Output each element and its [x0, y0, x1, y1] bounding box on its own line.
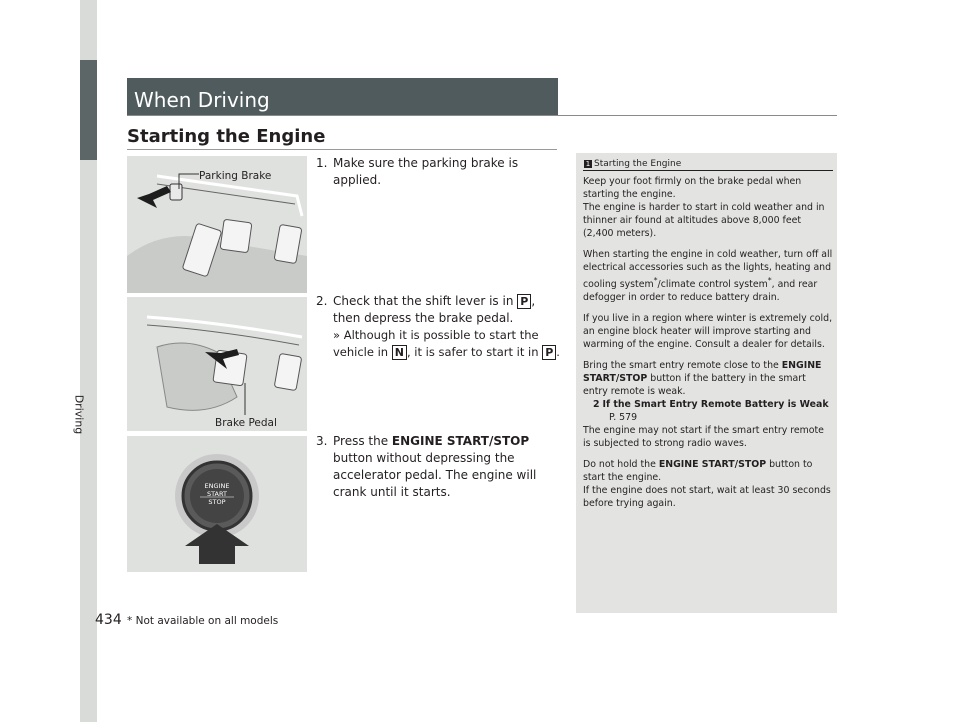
step-2-note: » Although it is possible to start the vehicle in N , it is safer to start it in P .: [333, 328, 560, 359]
section-title: When Driving: [134, 88, 270, 112]
page-number: 434: [95, 612, 122, 628]
brake-pedal-illustration: [127, 297, 307, 431]
cross-reference-link[interactable]: 2 If the Smart Entry Remote Battery is Weak: [593, 399, 829, 411]
step-3: 3. Press the ENGINE START/STOP button without depressing the accelerator pedal. The engine will crank until it starts.: [316, 434, 537, 499]
sidebar-accent: [80, 60, 97, 160]
step-1: 1. Make sure the parking brake is applied.: [316, 156, 519, 187]
shift-key-n: N: [392, 345, 407, 360]
page-heading: Starting the Engine: [127, 126, 326, 147]
notes-panel-divider: [583, 170, 833, 171]
step-2: 2. Check that the shift lever is in P , then depress the brake pedal. » Although it is possible to start the vehicle in N , it is safer to start it in P .: [316, 294, 560, 359]
footnote: * Not available on all models: [127, 615, 279, 627]
notes-panel-title: 1 Starting the Engine: [585, 159, 682, 169]
engine-start-button-label: ENGINE START STOP: [204, 482, 230, 506]
heading-divider: [127, 149, 557, 150]
brake-pedal-callout: Brake Pedal: [215, 417, 277, 429]
shift-key-p: P: [517, 294, 531, 309]
sidebar-chapter-label: Driving: [72, 394, 86, 435]
notes-panel-body: Keep your foot firmly on the brake pedal when starting the engine. The engine is harder to start in cold weather and in thinner air found at altitudes above 8,000 feet (2,400 meters). When starting the engine in cold weather, turn off all electrical accessories such as the lights, heating and cooling system*/climate control system*, and rear defogger in order to reduce battery drain. If you live in a region where winter is extremely cold, an engine block heater will improve starting and warming of the engine. Consult a dealer for details. Bring the smart entry remote close to the ENGINE START/STOP button if the battery in the smart entry remote is weak. 2 If the Smart Entry Remote Battery is Weak P. 579 The engine may not start if the smart entry remote is subjected to strong radio waves. Do not hold the ENGINE START/STOP button to start the engine. If the engine does not start, wait at least 30 seconds before trying again.: [583, 176, 833, 510]
section-divider: [127, 115, 837, 116]
cross-reference-page: P. 579: [609, 412, 638, 424]
shift-key-p-note: P: [542, 345, 556, 360]
engine-start-button-illustration: [127, 436, 307, 572]
parking-brake-callout: Parking Brake: [199, 170, 272, 182]
